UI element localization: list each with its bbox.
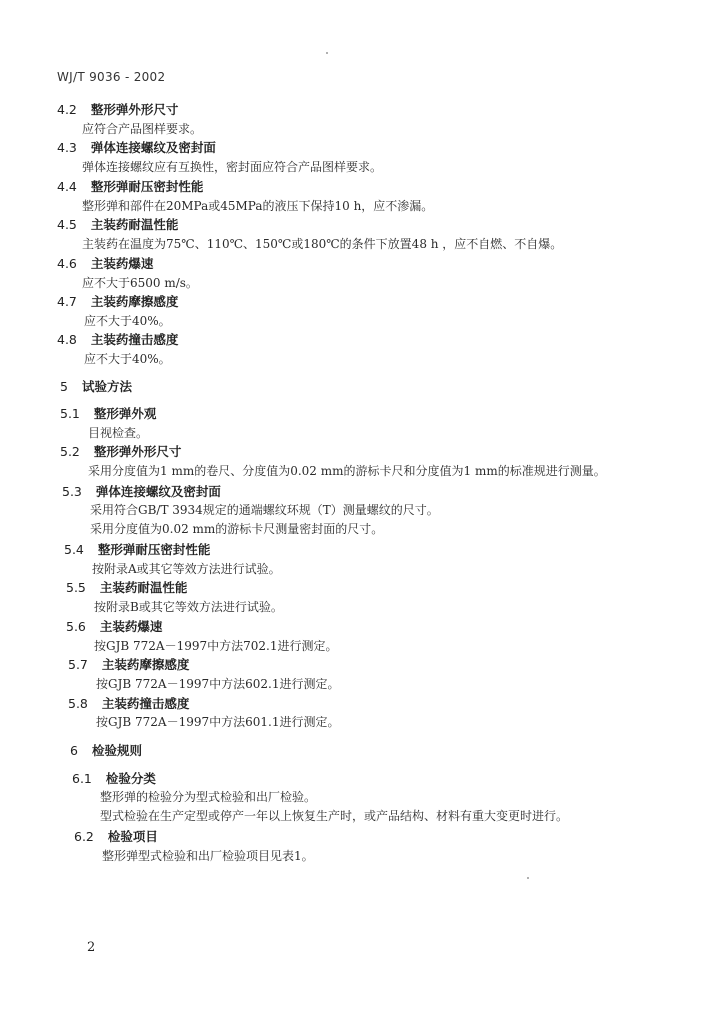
section-body: 采用符合GB/T 3934规定的通端螺纹环规（T）测量螺纹的尺寸。 — [90, 503, 439, 517]
chapter-heading-5 — [60, 380, 132, 394]
section-title: 弹体连接螺纹及密封面 — [90, 140, 216, 155]
section-body: 按GJB 772A－1997中方法702.1进行测定。 — [94, 639, 338, 653]
section-title: 检验分类 — [105, 771, 156, 786]
section-number: 5.2 — [60, 444, 80, 459]
section-title: 检验规则 — [91, 743, 142, 758]
section-number: 5.3 — [62, 484, 82, 499]
section-body: 主装药在温度为75℃、110℃、150℃或180℃的条件下放置48 h ，应不自燃、不自爆。 — [82, 237, 563, 251]
section-heading-6-2 — [74, 830, 158, 844]
section-heading-5-4 — [64, 543, 210, 557]
section-body: 整形弹型式检验和出厂检验项目见表1。 — [102, 849, 314, 863]
scan-speck — [326, 52, 328, 54]
section-number: 4.3 — [57, 140, 77, 155]
section-number: 5.4 — [64, 542, 84, 557]
section-title: 整形弹耐压密封性能 — [90, 179, 204, 194]
section-title: 主装药耐温性能 — [90, 217, 179, 232]
section-body: 应不大于40%。 — [84, 352, 171, 366]
section-body: 目视检查。 — [88, 426, 149, 440]
section-title: 主装药摩擦感度 — [90, 294, 179, 309]
section-number: 5.6 — [66, 619, 86, 634]
section-title: 主装药撞击感度 — [90, 332, 179, 347]
section-title: 主装药摩擦感度 — [101, 657, 190, 672]
section-body: 应符合产品图样要求。 — [82, 122, 203, 136]
section-heading-5-1 — [60, 407, 156, 421]
section-number: 5.8 — [68, 696, 88, 711]
section-heading-5-2 — [60, 445, 181, 459]
section-number: 5 — [60, 379, 68, 394]
section-number: 4.4 — [57, 179, 77, 194]
section-number: 4.7 — [57, 294, 77, 309]
scan-speck — [527, 877, 529, 879]
page-number: 2 — [87, 940, 96, 955]
section-body: 按GJB 772A－1997中方法602.1进行测定。 — [96, 677, 340, 691]
section-body: 应不大于6500 m/s。 — [82, 276, 198, 290]
section-title: 主装药撞击感度 — [101, 696, 190, 711]
section-title: 整形弹耐压密封性能 — [97, 542, 211, 557]
section-heading-5-5 — [66, 581, 187, 595]
section-body: 按GJB 772A－1997中方法601.1进行测定。 — [96, 715, 340, 729]
section-body: 应不大于40%。 — [84, 314, 171, 328]
section-title: 试验方法 — [81, 379, 132, 394]
section-body: 采用分度值为0.02 mm的游标卡尺测量密封面的尺寸。 — [90, 522, 384, 536]
section-heading-4-2 — [57, 103, 178, 117]
section-title: 整形弹外形尺寸 — [93, 444, 182, 459]
section-heading-4-3 — [57, 141, 216, 155]
section-body: 按附录A或其它等效方法进行试验。 — [92, 562, 281, 576]
section-title: 主装药耐温性能 — [99, 580, 188, 595]
chapter-heading-6 — [70, 744, 142, 758]
section-heading-4-4 — [57, 180, 203, 194]
section-title: 检验项目 — [107, 829, 158, 844]
section-number: 5.1 — [60, 406, 80, 421]
section-heading-5-3 — [62, 485, 221, 499]
section-heading-6-1 — [72, 772, 156, 786]
section-heading-5-6 — [66, 620, 162, 634]
section-heading-4-8 — [57, 333, 178, 347]
section-title: 弹体连接螺纹及密封面 — [95, 484, 221, 499]
section-number: 4.5 — [57, 217, 77, 232]
section-body: 整形弹和部件在20MPa或45MPa的液压下保持10 h，应不渗漏。 — [82, 199, 434, 213]
section-number: 5.5 — [66, 580, 86, 595]
section-title: 整形弹外观 — [93, 406, 157, 421]
section-body: 弹体连接螺纹应有互换性，密封面应符合产品图样要求。 — [82, 160, 383, 174]
section-body: 按附录B或其它等效方法进行试验。 — [94, 600, 283, 614]
section-number: 5.7 — [68, 657, 88, 672]
section-body: 整形弹的检验分为型式检验和出厂检验。 — [100, 790, 317, 804]
section-number: 4.6 — [57, 256, 77, 271]
section-number: 6 — [70, 743, 78, 758]
section-number: 4.8 — [57, 332, 77, 347]
section-title: 整形弹外形尺寸 — [90, 102, 179, 117]
section-heading-5-7 — [68, 658, 189, 672]
section-number: 6.1 — [72, 771, 92, 786]
section-heading-4-6 — [57, 257, 153, 271]
section-heading-5-8 — [68, 697, 189, 711]
section-title: 主装药爆速 — [99, 619, 163, 634]
section-title: 主装药爆速 — [90, 256, 154, 271]
section-heading-4-5 — [57, 218, 178, 232]
section-number: 4.2 — [57, 102, 77, 117]
section-body: 型式检验在生产定型或停产一年以上恢复生产时，或产品结构、材料有重大变更时进行。 — [100, 809, 569, 823]
standard-code-header: WJ/T 9036 - 2002 — [57, 70, 166, 84]
section-number: 6.2 — [74, 829, 94, 844]
section-heading-4-7 — [57, 295, 178, 309]
section-body: 采用分度值为1 mm的卷尺、分度值为0.02 mm的游标卡尺和分度值为1 mm的标准规进行测量。 — [88, 464, 606, 478]
